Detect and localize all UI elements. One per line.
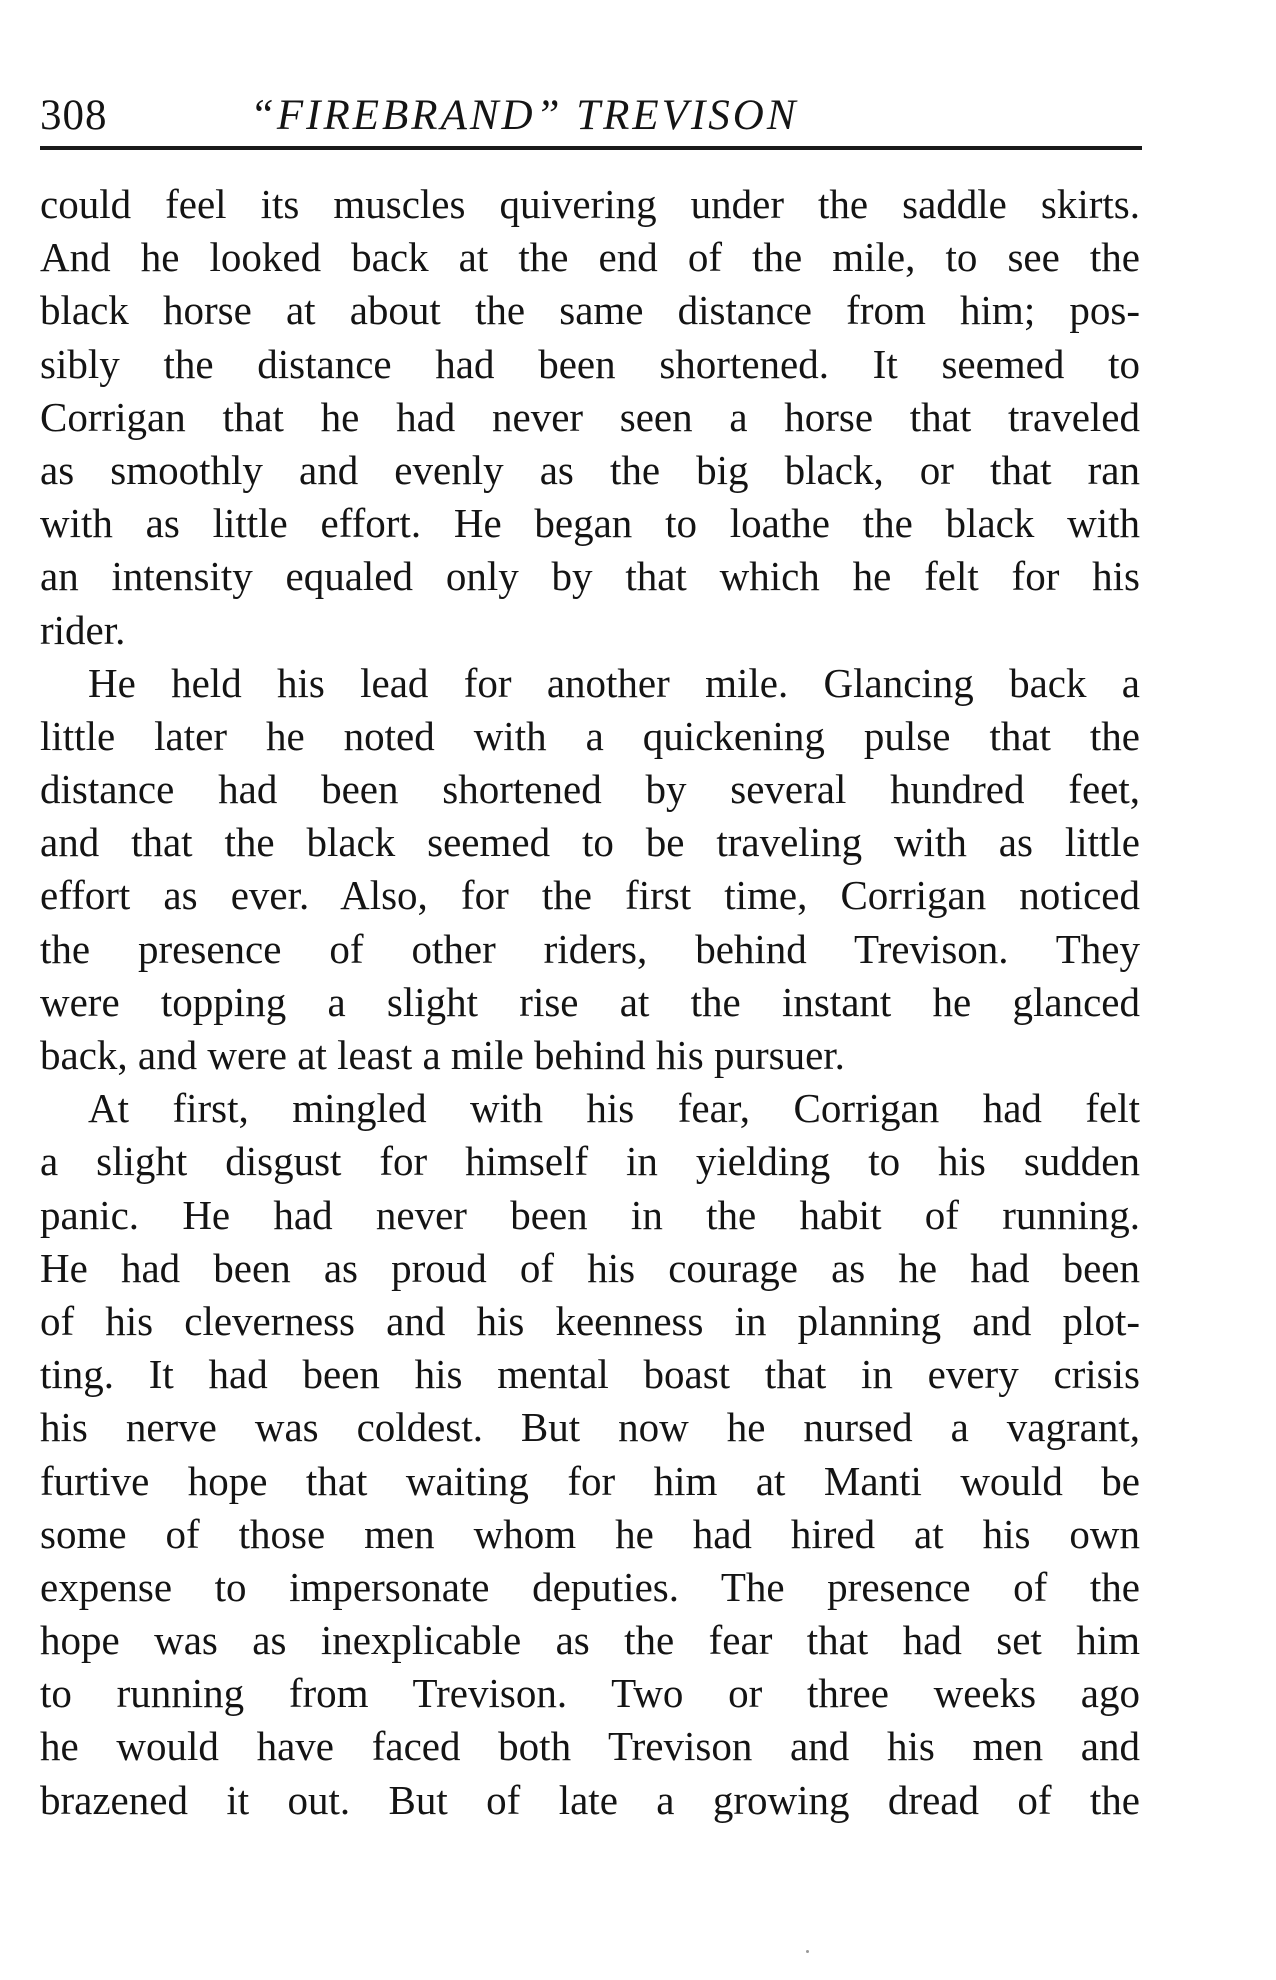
text-line: he would have faced both Trevison and his men and bbox=[40, 1723, 1140, 1770]
text-line: distance had been shortened by several hundred feet, bbox=[40, 766, 1140, 813]
text-line: could feel its muscles quivering under the saddle skirts. bbox=[40, 181, 1140, 227]
text-line: as smoothly and evenly as the big black, or that ran bbox=[40, 446, 1140, 493]
body-text bbox=[40, 178, 1140, 1827]
text-line: some of those men whom he had hired at his own bbox=[40, 1510, 1140, 1557]
text-line: furtive hope that waiting for him at Manti would be bbox=[40, 1457, 1140, 1504]
text-line: back, and were at least a mile behind his pursuer. bbox=[40, 1032, 845, 1078]
text-line: to running from Trevison. Two or three weeks ago bbox=[40, 1670, 1140, 1717]
text-line: black horse at about the same distance from him; pos- bbox=[40, 287, 1140, 334]
text-line: He had been as proud of his courage as he had been bbox=[40, 1244, 1140, 1291]
text-line: effort as ever. Also, for the first time, Corrigan noticed bbox=[40, 872, 1140, 919]
text-line: of his cleverness and his keenness in planning and plot- bbox=[40, 1297, 1140, 1344]
text-line: At first, mingled with his fear, Corrigan had felt bbox=[88, 1085, 1140, 1132]
text-line: and that the black seemed to be traveling with as little bbox=[40, 819, 1140, 866]
text-line: ting. It had been his mental boast that in every crisis bbox=[40, 1351, 1140, 1398]
text-line: panic. He had never been in the habit of running. bbox=[40, 1191, 1140, 1238]
text-line: were topping a slight rise at the instant he glanced bbox=[40, 978, 1140, 1025]
text-line: Corrigan that he had never seen a horse that traveled bbox=[40, 393, 1140, 440]
text-line: rider. bbox=[40, 606, 126, 653]
running-head bbox=[40, 86, 1140, 146]
text-line: expense to impersonate deputies. The presence of the bbox=[40, 1563, 1140, 1610]
scan-speck bbox=[806, 1950, 809, 1953]
running-title: “FIREBRAND” TREVISON bbox=[250, 92, 799, 139]
text-line: He held his lead for another mile. Glancing back a bbox=[88, 659, 1140, 706]
text-line: brazened it out. But of late a growing dread of the bbox=[40, 1776, 1140, 1823]
text-line: hope was as inexplicable as the fear that had set him bbox=[40, 1617, 1140, 1664]
text-line: with as little effort. He began to loathe the black with bbox=[40, 500, 1140, 547]
text-line: his nerve was coldest. But now he nursed a vagrant, bbox=[40, 1404, 1140, 1451]
text-line: the presence of other riders, behind Trevison. They bbox=[40, 925, 1140, 972]
header-rule bbox=[40, 146, 1142, 150]
text-line: sibly the distance had been shortened. It seemed to bbox=[40, 340, 1140, 387]
text-line: And he looked back at the end of the mile, to see the bbox=[40, 234, 1140, 281]
text-line: little later he noted with a quickening pulse that the bbox=[40, 712, 1140, 759]
text-line: an intensity equaled only by that which he felt for his bbox=[40, 553, 1140, 600]
text-line: a slight disgust for himself in yielding to his sudden bbox=[40, 1138, 1140, 1185]
page-number: 308 bbox=[40, 92, 108, 139]
